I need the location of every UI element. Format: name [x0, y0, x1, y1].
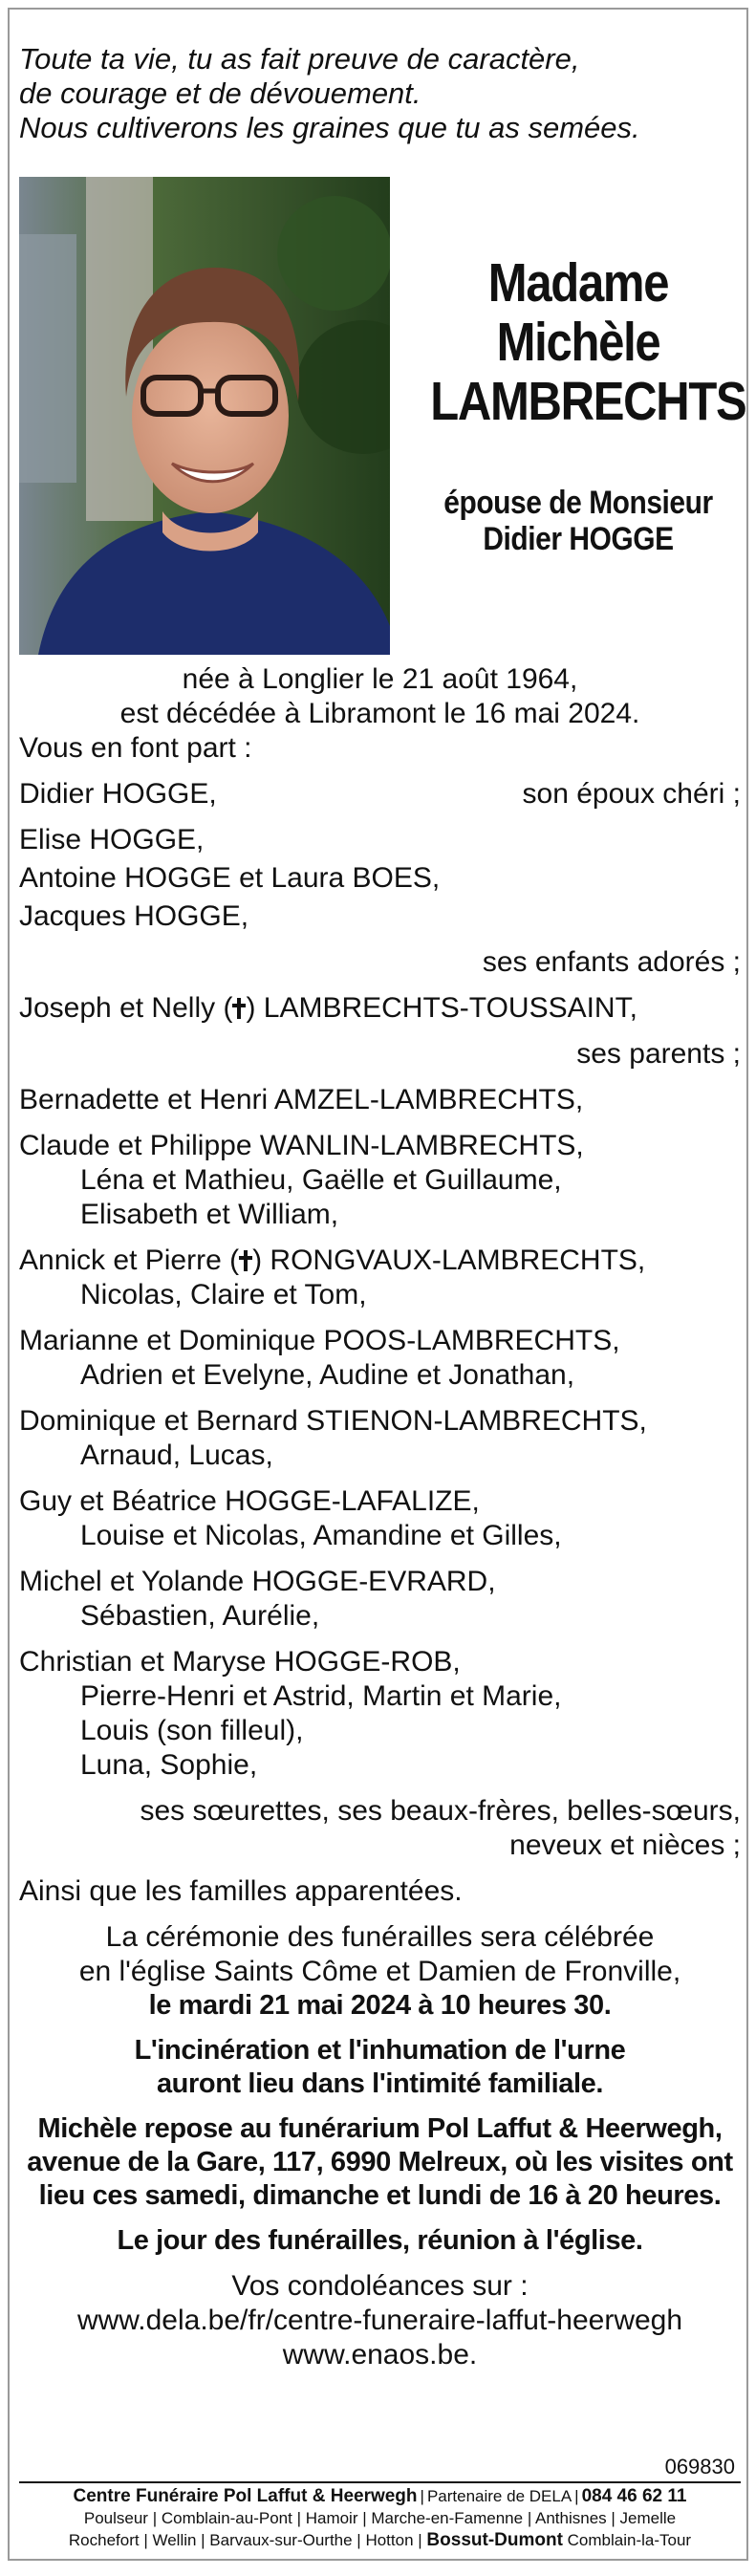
- parents-name-end: ) LAMBRECHTS-TOUSSAINT,: [246, 992, 637, 1024]
- family-member: Christian et Maryse HOGGE-ROB,: [19, 1646, 461, 1678]
- spouse-line-1: épouse de Monsieur: [443, 485, 713, 521]
- death-line: est décédée à Libramont le 16 mai 2024.: [119, 698, 640, 729]
- footer-locations-1: Poulseur | Comblain-au-Pont | Hamoir | Marche-en-Famenne | Anthisnes | Jemelle: [83, 2509, 677, 2527]
- parents-row: [19, 991, 741, 1026]
- phone-number: 084 46 62 11: [581, 2486, 687, 2506]
- family-descendants: Elisabeth et William,: [80, 1199, 339, 1230]
- family-descendants: Louise et Nicolas, Amandine et Gilles,: [80, 1520, 562, 1551]
- family-member-row: [19, 1244, 741, 1278]
- partner-label: Partenaire de DELA: [426, 2487, 572, 2505]
- ceremony-line-1: La cérémonie des funérailles sera célébrée: [105, 1921, 655, 1953]
- quote-line: Toute ta vie, tu as fait preuve de caractère,: [19, 42, 580, 76]
- portrait-image: [19, 177, 390, 655]
- parents-relation: ses parents ;: [576, 1038, 741, 1070]
- name-title: Madame: [487, 252, 669, 314]
- cross-icon: [239, 1250, 252, 1271]
- brand-name: Bossut-Dumont: [426, 2530, 563, 2550]
- family-descendants: Pierre-Henri et Astrid, Martin et Marie,: [80, 1680, 562, 1712]
- spouse-info: [406, 485, 750, 557]
- husband-row: [19, 777, 741, 812]
- cremation-line-1: L'incinération et l'inhumation de l'urne: [134, 2035, 626, 2066]
- visits-line-3: lieu ces samedi, dimanche et lundi de 16 à 20 heures.: [38, 2180, 722, 2211]
- cremation-line-2: auront lieu dans l'intimité familiale.: [156, 2068, 604, 2099]
- visits-line-2: avenue de la Gare, 117, 6990 Melreux, où les visites ont: [27, 2147, 733, 2177]
- condolences-url-enaos[interactable]: www.enaos.be.: [282, 2339, 478, 2370]
- funeral-home-footer: [19, 2481, 741, 2551]
- husband-relation: son époux chéri ;: [522, 778, 741, 810]
- ceremony-line-2: en l'église Saints Côme et Damien de Fronville,: [78, 1956, 681, 1987]
- footer-locations-end: Comblain-la-Tour: [567, 2531, 692, 2549]
- families-line: Ainsi que les familles apparentées.: [19, 1875, 463, 1907]
- family-member: Michel et Yolande HOGGE-EVRARD,: [19, 1566, 496, 1597]
- children-relation: ses enfants adorés ;: [482, 946, 741, 978]
- family-member: Bernadette et Henri AMZEL-LAMBRECHTS,: [19, 1084, 584, 1115]
- cross-icon: [232, 998, 246, 1019]
- ceremony-date: le mardi 21 mai 2024 à 10 heures 30.: [148, 1990, 612, 2021]
- quote-line: Nous cultiverons les graines que tu as semées.: [19, 111, 640, 144]
- family-descendants: Nicolas, Claire et Tom,: [80, 1279, 367, 1310]
- family-member-start: Annick et Pierre (: [19, 1245, 240, 1276]
- child-name: Elise HOGGE,: [19, 824, 205, 855]
- company-name: Centre Funéraire Pol Laffut & Heerwegh: [73, 2486, 418, 2506]
- siblings-relation-2: neveux et nièces ;: [509, 1829, 741, 1861]
- quote-line: de courage et de dévouement.: [19, 76, 421, 110]
- notice-body: [19, 662, 741, 2372]
- condolences-url-dela[interactable]: www.dela.be/fr/centre-funeraire-laffut-heerwegh: [76, 2305, 683, 2336]
- family-member-end: ) RONGVAUX-LAMBRECHTS,: [252, 1245, 646, 1276]
- footer-locations-2: [19, 2529, 741, 2551]
- family-descendants: Arnaud, Lucas,: [80, 1440, 273, 1471]
- deceased-name: [406, 253, 750, 431]
- family-member: Marianne et Dominique POOS-LAMBRECHTS,: [19, 1325, 620, 1356]
- family-member: Guy et Béatrice HOGGE-LAFALIZE,: [19, 1485, 480, 1517]
- child-name: Antoine HOGGE et Laura BOES,: [19, 862, 441, 894]
- family-descendants: Louis (son filleul),: [80, 1715, 304, 1746]
- name-first: Michèle: [496, 312, 660, 373]
- quote: [19, 42, 741, 145]
- visits-line-1: Michèle repose au funérarium Pol Laffut & Heerwegh,: [37, 2113, 723, 2144]
- family-descendants: Sébastien, Aurélie,: [80, 1600, 320, 1632]
- name-last: LAMBRECHTS: [430, 371, 746, 432]
- funeral-day-line: Le jour des funérailles, réunion à l'église.: [117, 2225, 643, 2256]
- birth-line: née à Longlier le 21 août 1964,: [182, 663, 578, 695]
- family-member: Dominique et Bernard STIENON-LAMBRECHTS,: [19, 1405, 647, 1437]
- family-descendants: Luna, Sophie,: [80, 1749, 258, 1781]
- siblings-relation-1: ses sœurettes, ses beaux-frères, belles-sœurs,: [140, 1795, 741, 1827]
- spouse-line-2: Didier HOGGE: [483, 521, 674, 557]
- portrait-photo: [19, 177, 390, 655]
- child-name: Jacques HOGGE,: [19, 900, 249, 932]
- family-member: Claude et Philippe WANLIN-LAMBRECHTS,: [19, 1130, 584, 1161]
- husband-name: Didier HOGGE,: [19, 778, 217, 810]
- condolences-line-1: Vos condoléances sur :: [231, 2270, 529, 2302]
- obituary-notice: [8, 8, 748, 2561]
- reference-number: 069830: [664, 2455, 735, 2479]
- announcement-intro: Vous en font part :: [19, 732, 252, 764]
- footer-line-1: Centre Funéraire Pol Laffut & Heerwegh | Partenaire de DELA | 084 46 62 11: [73, 2486, 687, 2506]
- family-descendants: Léna et Mathieu, Gaëlle et Guillaume,: [80, 1164, 562, 1196]
- footer-locations-start: Rochefort | Wellin | Barvaux-sur-Ourthe | Hotton |: [68, 2531, 422, 2549]
- family-descendants: Adrien et Evelyne, Audine et Jonathan,: [80, 1359, 575, 1391]
- parents-name-start: Joseph et Nelly (: [19, 992, 233, 1024]
